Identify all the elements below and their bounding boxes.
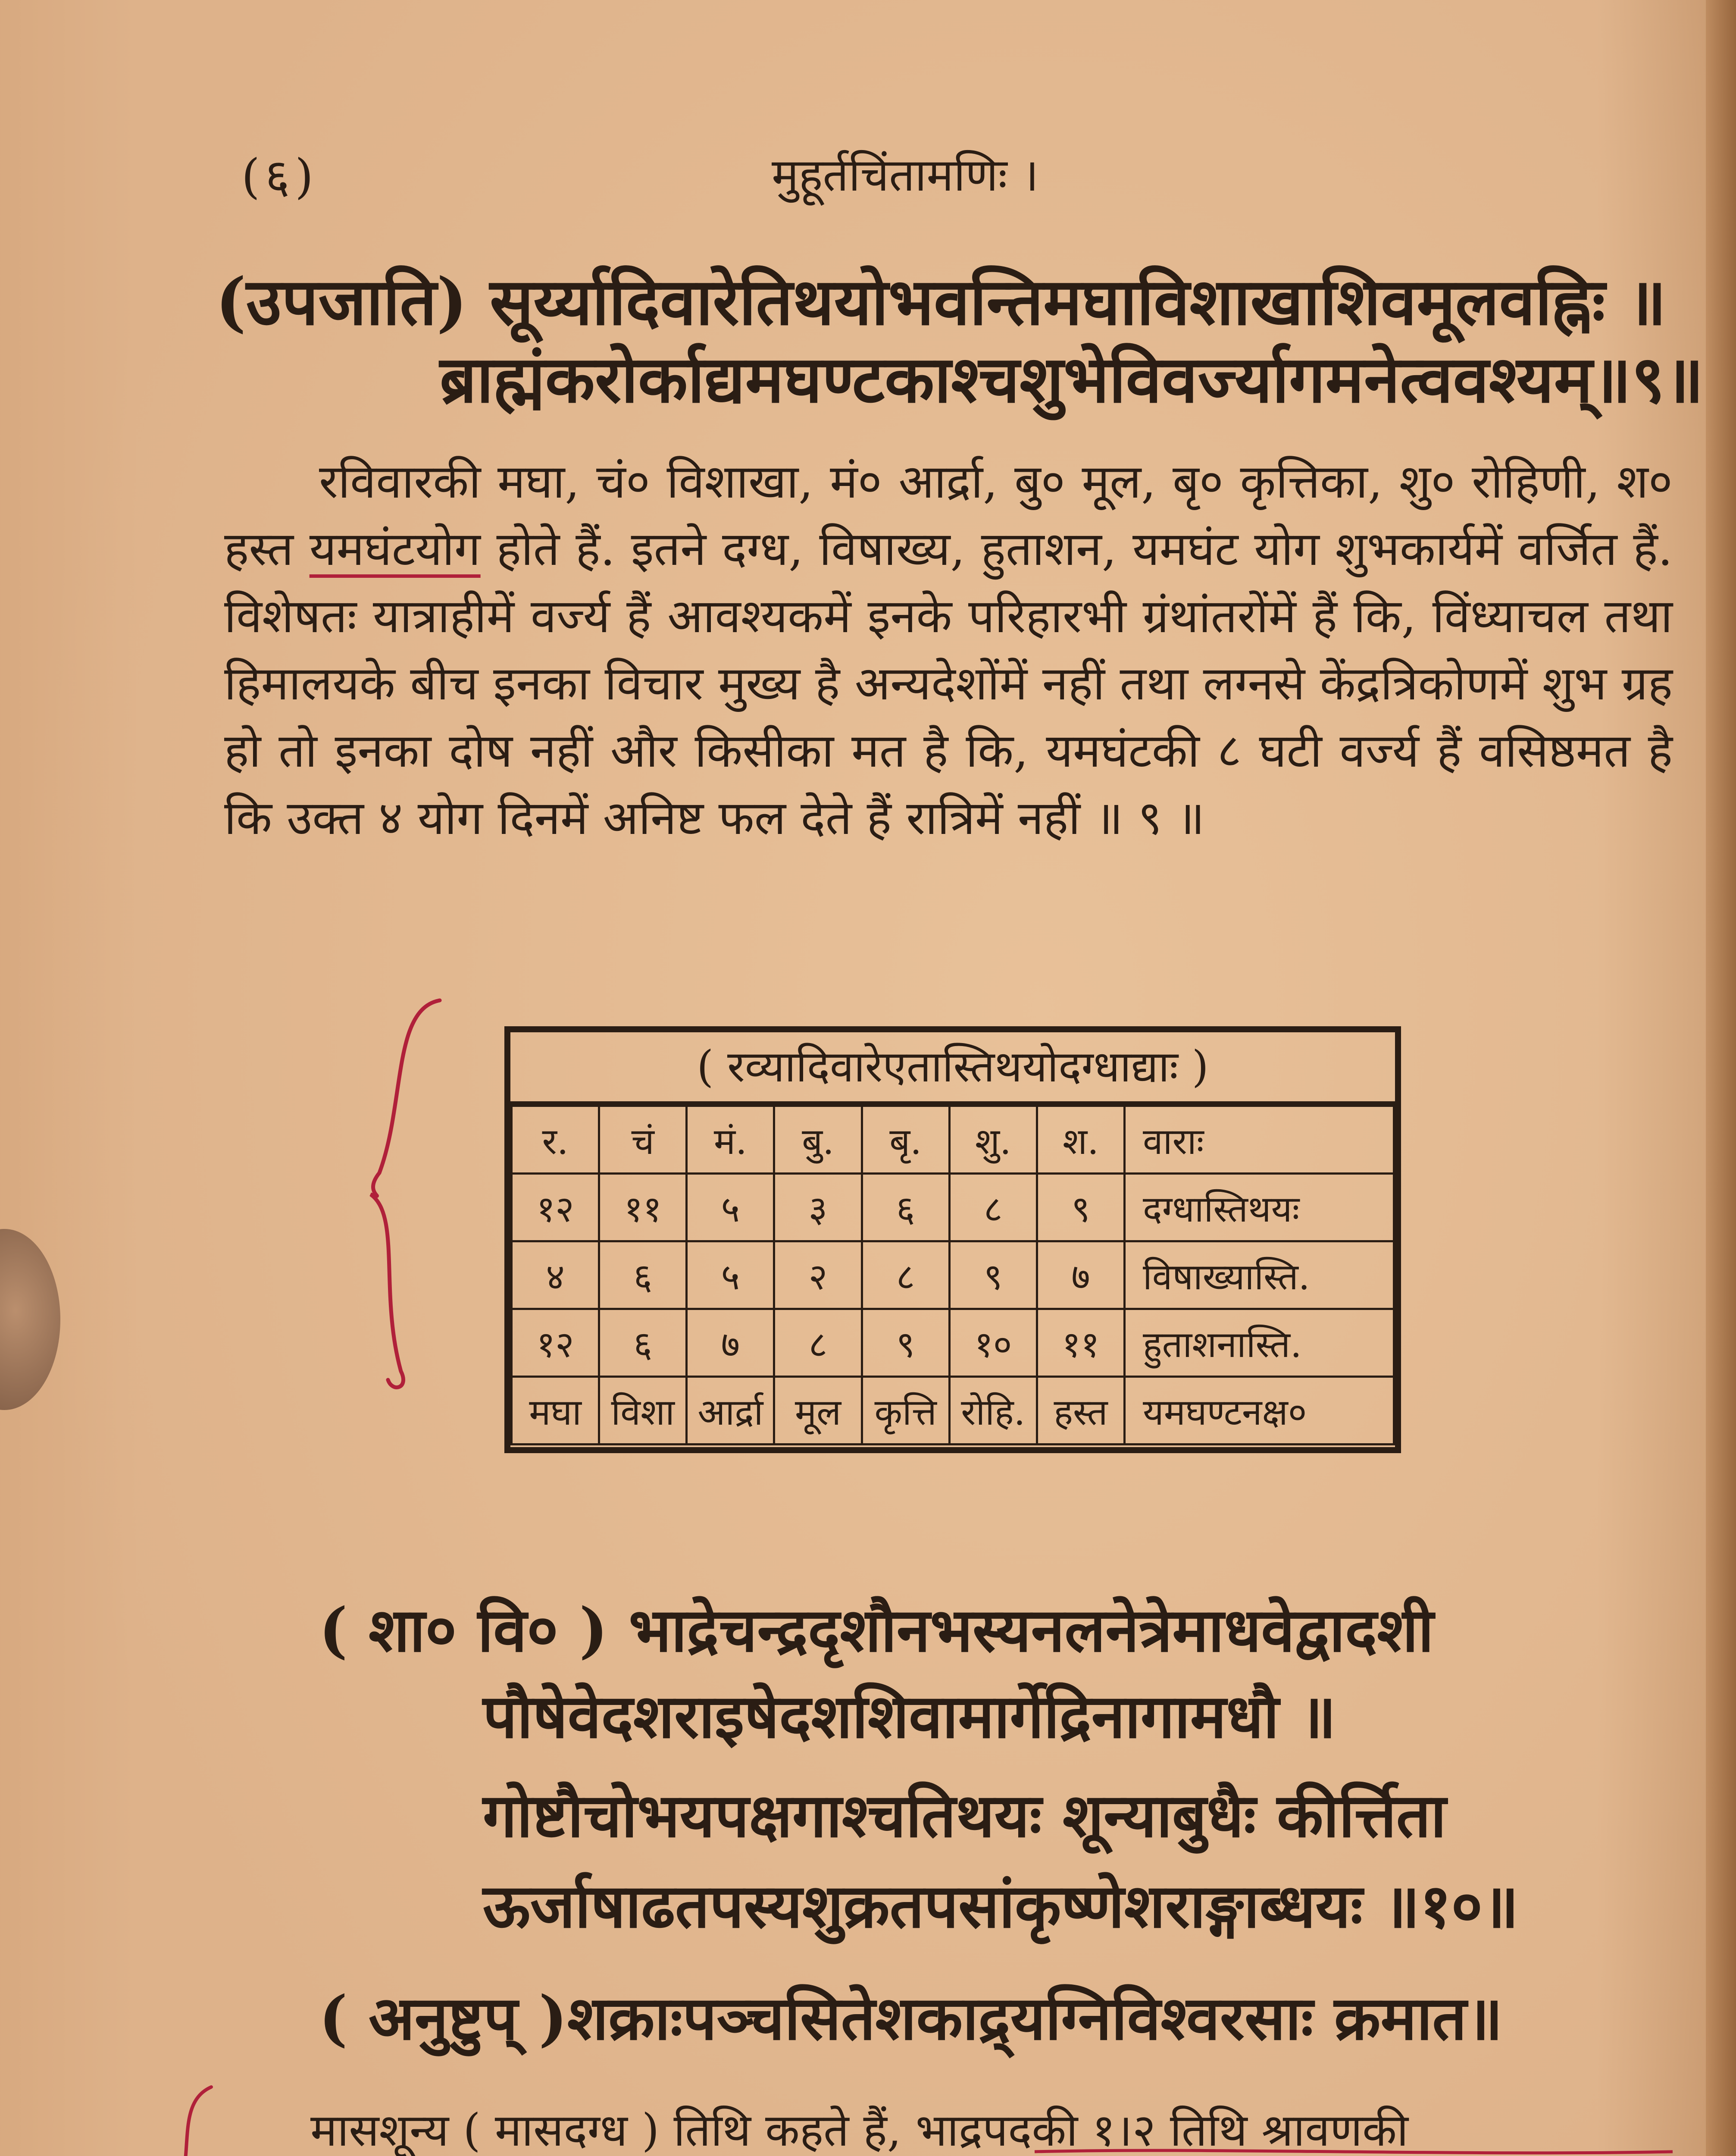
commentary9-line6: विचार मुख्य है अन्यदेशोंमें नहीं तथा लग्नसे केंद्रत्रिकोणमें शुभ ग्रह हो तो इनका [224,657,1673,778]
page-number: (६) [241,149,319,204]
table-cell: मघा [512,1377,599,1445]
table-cell: श. [1037,1106,1124,1174]
table-cell: ३ [774,1174,862,1241]
commentary9-yamghant-underlined: यमघंटयोग [309,522,481,576]
table-cell: कृत्ति [862,1377,949,1445]
table-cell: ८ [862,1241,949,1309]
table-grid [510,1105,1395,1445]
verse10-line1: ( शा० वि० ) भाद्रेचन्द्रदृशौनभस्यनलनेत्रेमाधवेद्वादशी [319,1595,1434,1666]
commentary9-line1: रविवारकी मघा, चं० विशाखा, मं० आर्द्रा, बु० मूल, बृ० कृत्तिका, [319,455,1383,509]
dagdha-tithi-table [504,1026,1401,1453]
page-header [0,138,1736,216]
table-cell: विशा [599,1377,687,1445]
table-row-label: यमघण्टनक्ष० [1125,1377,1394,1445]
table-row [512,1241,1394,1309]
table-cell: १० [949,1309,1037,1377]
verse10-line5: ( अनुष्टुप् )शक्राःपञ्चसितेशकाद्र्यग्निविश्वरसाः क्रमात॥ [319,1983,1503,2054]
table-cell: ९ [1037,1174,1124,1241]
table-cell: हस्त [1037,1377,1124,1445]
table-cell: ९ [949,1241,1037,1309]
table-cell: मं. [687,1106,774,1174]
table-cell: ९ [862,1309,949,1377]
table-cell: शु. [949,1106,1037,1174]
running-title: मुहूर्तचिंतामणिः । [772,149,1039,201]
verse10-line2: पौषेवेदशराइषेदशशिवामार्गेद्रिनागामधौ ॥ [483,1681,1336,1752]
red-brace-table [353,992,466,1401]
table-cell: ५ [687,1174,774,1241]
table-cell: र. [512,1106,599,1174]
table-cell: बु. [774,1106,862,1174]
table-cell: १२ [512,1309,599,1377]
commentary9-line4: यमघंट योग शुभकार्यमें वर्जित हैं. विशेषतः यात्राहीमें वर्ज्य हैं आवश्यकमें [224,522,1673,643]
commentary9-line7: दोष नहीं और किसीका मत है कि, यमघंटकी ८ घटी वर्ज्य हैं वसिष्ठमत है [449,724,1673,778]
commentary10-line1: मासशून्य ( मासदग्ध ) तिथि कहते हैं, भाद्रपदकी १।२ तिथि श्रावणकी [310,2104,1408,2156]
table-row-label: हुताशनास्ति. [1125,1309,1394,1377]
commentary9 [224,448,1673,852]
table-row-label: वाराः [1125,1106,1394,1174]
verse9-line1: (उपजाति) सूर्य्यादिवारेतिथयोभवन्तिमघाविशाखाशिवमूलवह्निः ॥ [216,264,1667,340]
table-row [512,1106,1394,1174]
table-cell: ११ [1037,1309,1124,1377]
verse9-line2: ब्राह्मंकरोर्काद्यमघण्टकाश्चशुभेविवर्ज्यागमनेत्ववश्यम्॥९॥ [440,342,1704,417]
table-row [512,1309,1394,1377]
table-cell: ५ [687,1241,774,1309]
table-row-label: दग्धास्तिथयः [1125,1174,1394,1241]
verse10-line3: गोष्टौचोभयपक्षगाश्चतिथयः शून्याबुधैः कीर्त्तिता [483,1780,1446,1851]
table-cell: २ [774,1241,862,1309]
commentary9-line5: इनके परिहारभी ग्रंथांतरोंमें हैं कि, विंध्याचल तथा हिमालयके बीच इनका [224,589,1673,711]
table-row [512,1174,1394,1241]
table-cell: ११ [599,1174,687,1241]
table-row [512,1377,1394,1445]
verse10-line4: ऊर्जाषाढतपस्यशुक्रतपसांकृष्णेशराङ्गाब्धयः ॥१०॥ [483,1871,1519,1942]
commentary9-line3: होते हैं. इतने दग्ध, विषाख्य, हुताशन, [496,522,1117,576]
table-cell: १२ [512,1174,599,1241]
table-cell: ७ [687,1309,774,1377]
table-cell: ८ [774,1309,862,1377]
commentary9-line2: शु० रोहिणी, श० हस्त [224,455,1673,576]
commentary9-line8: कि उक्त ४ योग दिनमें अनिष्ट फल देते हैं रात्रिमें नहीं ॥ ९ ॥ [224,791,1205,845]
table-row-label: विषाख्यास्ति. [1125,1241,1394,1309]
page-spine-shadow [1706,0,1736,2156]
thumb-shadow [0,1229,60,1410]
table-cell: आर्द्रा [687,1377,774,1445]
table-cell: ४ [512,1241,599,1309]
table-cell: बृ. [862,1106,949,1174]
red-handwritten-underlines [216,2139,1724,2156]
table-cell: चं [599,1106,687,1174]
table-cell: मूल [774,1377,862,1445]
table-cell: ६ [862,1174,949,1241]
table-cell: ६ [599,1241,687,1309]
table-cell: ६ [599,1309,687,1377]
table-cell: ७ [1037,1241,1124,1309]
table-cell: ८ [949,1174,1037,1241]
table-cell: रोहि. [949,1377,1037,1445]
table-caption: ( रव्यादिवारेएतास्तिथयोदग्धाद्याः ) [510,1032,1395,1105]
